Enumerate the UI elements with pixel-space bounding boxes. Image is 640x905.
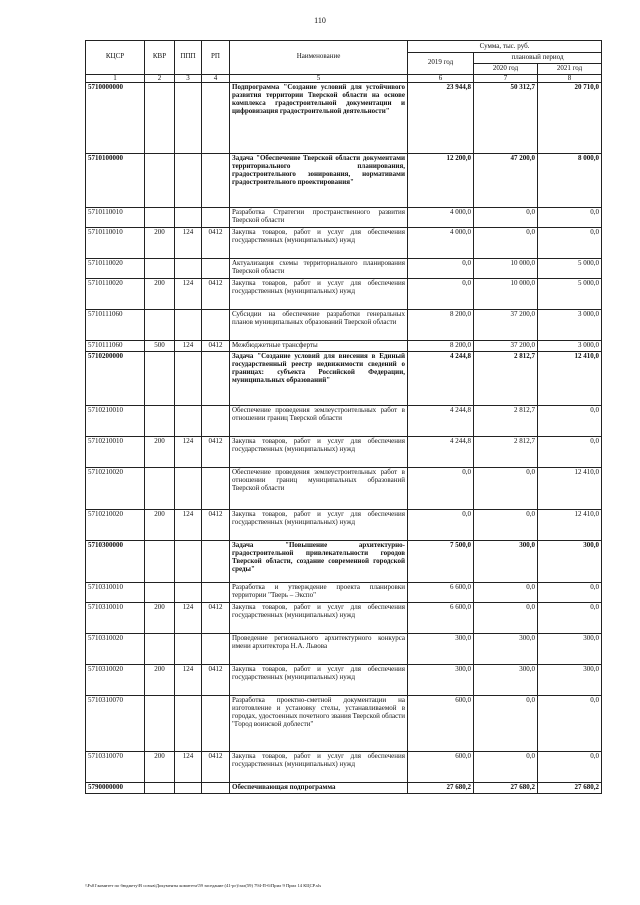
cell-v2019: 300,0 <box>408 665 474 696</box>
column-index: 4 <box>202 74 230 83</box>
cell-v2020: 27 680,2 <box>474 783 538 794</box>
cell-name: Межбюджетные трансферты <box>230 341 408 352</box>
cell-kvr: 200 <box>145 510 175 541</box>
cell-v2020: 300,0 <box>474 541 538 583</box>
cell-v2021: 12 410,0 <box>538 510 602 541</box>
cell-kvr: 200 <box>145 752 175 783</box>
cell-ppp <box>175 783 202 794</box>
table-row <box>86 406 602 437</box>
cell-v2019: 6 600,0 <box>408 583 474 603</box>
header-2021: 2021 год <box>538 63 602 74</box>
table-row <box>86 510 602 541</box>
cell-v2019: 27 680,2 <box>408 783 474 794</box>
cell-kvr <box>145 696 175 752</box>
cell-kcsr: 5710300000 <box>86 541 145 583</box>
cell-name: Задача "Повышение архитектурно-градостроительной привлекательности городов Тверской области, создание современной городской среды" <box>230 541 408 583</box>
cell-rp <box>202 208 230 228</box>
column-index: 2 <box>145 74 175 83</box>
cell-rp <box>202 783 230 794</box>
cell-kvr <box>145 154 175 208</box>
cell-rp <box>202 406 230 437</box>
cell-v2019: 300,0 <box>408 634 474 665</box>
column-index-row <box>86 74 602 83</box>
cell-kvr: 200 <box>145 228 175 259</box>
cell-name: Задача "Обеспечение Тверской области документами территориального планирования, градостроительного зонирования, нормативами градостроительного проектирования" <box>230 154 408 208</box>
cell-rp <box>202 83 230 154</box>
cell-ppp: 124 <box>175 665 202 696</box>
cell-kcsr: 5710111060 <box>86 310 145 341</box>
cell-v2019: 600,0 <box>408 752 474 783</box>
cell-v2021: 300,0 <box>538 634 602 665</box>
cell-name: Закупка товаров, работ и услуг для обеспечения государственных (муниципальных) нужд <box>230 603 408 634</box>
cell-kvr <box>145 259 175 279</box>
cell-kvr <box>145 468 175 510</box>
cell-kvr: 200 <box>145 437 175 468</box>
cell-v2019: 0,0 <box>408 279 474 310</box>
column-index: 6 <box>408 74 474 83</box>
cell-name: Актуализация схемы территориального планирования Тверской области <box>230 259 408 279</box>
table-row <box>86 696 602 752</box>
cell-v2019: 8 200,0 <box>408 341 474 352</box>
cell-kvr: 200 <box>145 279 175 310</box>
cell-kvr: 200 <box>145 665 175 696</box>
table-row <box>86 279 602 310</box>
cell-v2021: 300,0 <box>538 665 602 696</box>
cell-ppp: 124 <box>175 437 202 468</box>
cell-kcsr: 5710310020 <box>86 634 145 665</box>
cell-rp <box>202 352 230 406</box>
column-index: 7 <box>474 74 538 83</box>
cell-name: Закупка товаров, работ и услуг для обеспечения государственных (муниципальных) нужд <box>230 228 408 259</box>
cell-v2020: 0,0 <box>474 603 538 634</box>
cell-kcsr: 5710200000 <box>86 352 145 406</box>
cell-ppp <box>175 154 202 208</box>
cell-kvr <box>145 83 175 154</box>
table-row <box>86 665 602 696</box>
cell-v2021: 27 680,2 <box>538 783 602 794</box>
cell-kcsr: 5710210020 <box>86 510 145 541</box>
cell-name: Разработка проектно-сметной документации на изготовление и установку стелы, устанавливаемой в городах, удостоенных почетного звания Тверской области "Город воинской доблести" <box>230 696 408 752</box>
cell-v2020: 0,0 <box>474 228 538 259</box>
table-row <box>86 341 602 352</box>
header-ppp: ППП <box>175 41 202 75</box>
cell-kvr <box>145 583 175 603</box>
table-row <box>86 310 602 341</box>
cell-name: Закупка товаров, работ и услуг для обеспечения государственных (муниципальных) нужд <box>230 510 408 541</box>
cell-ppp <box>175 310 202 341</box>
cell-ppp <box>175 259 202 279</box>
cell-v2021: 0,0 <box>538 752 602 783</box>
cell-name: Обеспечение проведения землеустроительных работ в отношении границ Тверской области <box>230 406 408 437</box>
table-row <box>86 752 602 783</box>
page-number: 110 <box>314 16 326 25</box>
cell-v2020: 2 812,7 <box>474 437 538 468</box>
cell-v2019: 8 200,0 <box>408 310 474 341</box>
cell-v2019: 0,0 <box>408 468 474 510</box>
header-kvr: КВР <box>145 41 175 75</box>
header-2019: 2019 год <box>408 53 474 75</box>
cell-name: Закупка товаров, работ и услуг для обеспечения государственных (муниципальных) нужд <box>230 437 408 468</box>
cell-ppp <box>175 541 202 583</box>
cell-rp <box>202 583 230 603</box>
table-row <box>86 583 602 603</box>
column-index: 8 <box>538 74 602 83</box>
cell-rp: 0412 <box>202 510 230 541</box>
cell-ppp: 124 <box>175 510 202 541</box>
cell-rp: 0412 <box>202 437 230 468</box>
cell-v2021: 0,0 <box>538 583 602 603</box>
cell-rp <box>202 310 230 341</box>
cell-v2021: 0,0 <box>538 208 602 228</box>
cell-kcsr: 5710100000 <box>86 154 145 208</box>
table-row <box>86 208 602 228</box>
cell-ppp <box>175 352 202 406</box>
column-index: 5 <box>230 74 408 83</box>
cell-rp: 0412 <box>202 279 230 310</box>
cell-ppp <box>175 583 202 603</box>
table-row <box>86 468 602 510</box>
cell-ppp: 124 <box>175 279 202 310</box>
table-row <box>86 541 602 583</box>
cell-v2019: 600,0 <box>408 696 474 752</box>
cell-v2020: 0,0 <box>474 468 538 510</box>
cell-kvr: 500 <box>145 341 175 352</box>
cell-ppp <box>175 406 202 437</box>
cell-ppp <box>175 634 202 665</box>
cell-v2019: 6 600,0 <box>408 603 474 634</box>
budget-table <box>85 40 602 794</box>
cell-rp: 0412 <box>202 752 230 783</box>
table-row <box>86 437 602 468</box>
cell-v2021: 5 000,0 <box>538 279 602 310</box>
cell-kvr <box>145 634 175 665</box>
cell-name: Подпрограмма "Создание условий для устойчивого развития территории Тверской области на основе комплекса градостроительной документации и цифровизация градостроительной деятельности" <box>230 83 408 154</box>
cell-kcsr: 5710110020 <box>86 279 145 310</box>
table-row <box>86 83 602 154</box>
cell-kvr <box>145 310 175 341</box>
cell-v2020: 0,0 <box>474 510 538 541</box>
cell-kcsr: 5710310070 <box>86 696 145 752</box>
header-rp: РП <box>202 41 230 75</box>
cell-rp <box>202 634 230 665</box>
cell-kcsr: 5790000000 <box>86 783 145 794</box>
table-row <box>86 783 602 794</box>
cell-v2021: 5 000,0 <box>538 259 602 279</box>
cell-kcsr: 5710210010 <box>86 437 145 468</box>
cell-ppp: 124 <box>175 228 202 259</box>
cell-v2021: 0,0 <box>538 406 602 437</box>
cell-v2020: 10 000,0 <box>474 259 538 279</box>
cell-rp <box>202 696 230 752</box>
cell-kvr <box>145 541 175 583</box>
cell-kvr <box>145 352 175 406</box>
cell-v2021: 0,0 <box>538 228 602 259</box>
cell-ppp <box>175 83 202 154</box>
cell-name: Закупка товаров, работ и услуг для обеспечения государственных (муниципальных) нужд <box>230 752 408 783</box>
cell-kcsr: 5710110010 <box>86 228 145 259</box>
cell-v2020: 37 200,0 <box>474 341 538 352</box>
cell-rp <box>202 468 230 510</box>
cell-name: Разработка Стратегии пространственного развития Тверской области <box>230 208 408 228</box>
cell-v2020: 300,0 <box>474 665 538 696</box>
cell-kcsr: 5710000000 <box>86 83 145 154</box>
cell-rp: 0412 <box>202 603 230 634</box>
cell-v2021: 300,0 <box>538 541 602 583</box>
cell-v2019: 0,0 <box>408 510 474 541</box>
cell-v2020: 47 200,0 <box>474 154 538 208</box>
cell-name: Задача "Создание условий для внесения в Единый государственный реестр недвижимости сведений о границах: субъекта Российской Федерации, муниципальных образований" <box>230 352 408 406</box>
cell-v2021: 20 710,0 <box>538 83 602 154</box>
cell-kvr <box>145 208 175 228</box>
cell-name: Субсидии на обеспечение разработки генеральных планов муниципальных образований Тверской области <box>230 310 408 341</box>
cell-name: Закупка товаров, работ и услуг для обеспечения государственных (муниципальных) нужд <box>230 665 408 696</box>
cell-v2020: 37 200,0 <box>474 310 538 341</box>
table-row <box>86 603 602 634</box>
table-row <box>86 228 602 259</box>
cell-rp <box>202 154 230 208</box>
cell-v2019: 4 244,8 <box>408 352 474 406</box>
cell-rp: 0412 <box>202 228 230 259</box>
cell-rp: 0412 <box>202 341 230 352</box>
table-row <box>86 154 602 208</box>
cell-v2021: 12 410,0 <box>538 352 602 406</box>
cell-name: Проведение регионального архитектурного конкурса имени архитектора Н.А. Львова <box>230 634 408 665</box>
cell-v2020: 0,0 <box>474 752 538 783</box>
cell-name: Закупка товаров, работ и услуг для обеспечения государственных (муниципальных) нужд <box>230 279 408 310</box>
cell-v2021: 12 410,0 <box>538 468 602 510</box>
cell-v2021: 0,0 <box>538 696 602 752</box>
header-name: Наименование <box>230 41 408 75</box>
cell-kvr <box>145 783 175 794</box>
column-index: 1 <box>86 74 145 83</box>
cell-v2020: 50 312,7 <box>474 83 538 154</box>
cell-v2020: 0,0 <box>474 696 538 752</box>
cell-kcsr: 5710110020 <box>86 259 145 279</box>
header-planned: плановый период <box>474 53 602 64</box>
cell-rp <box>202 259 230 279</box>
cell-v2019: 4 244,8 <box>408 406 474 437</box>
cell-kcsr: 5710310020 <box>86 665 145 696</box>
cell-kcsr: 5710310010 <box>86 583 145 603</box>
cell-ppp <box>175 208 202 228</box>
cell-v2019: 4 244,8 <box>408 437 474 468</box>
cell-name: Разработка и утверждение проекта планировки территории "Тверь – Экспо" <box>230 583 408 603</box>
cell-v2019: 4 000,0 <box>408 228 474 259</box>
cell-v2021: 3 000,0 <box>538 310 602 341</box>
cell-rp: 0412 <box>202 665 230 696</box>
cell-rp <box>202 541 230 583</box>
cell-kcsr: 5710210020 <box>86 468 145 510</box>
cell-v2020: 10 000,0 <box>474 279 538 310</box>
cell-kcsr: 5710210010 <box>86 406 145 437</box>
cell-ppp: 124 <box>175 603 202 634</box>
table-row <box>86 352 602 406</box>
table-row <box>86 634 602 665</box>
cell-v2021: 8 000,0 <box>538 154 602 208</box>
cell-v2021: 0,0 <box>538 437 602 468</box>
cell-v2020: 0,0 <box>474 208 538 228</box>
cell-v2020: 0,0 <box>474 583 538 603</box>
cell-kcsr: 5710110010 <box>86 208 145 228</box>
cell-v2019: 4 000,0 <box>408 208 474 228</box>
cell-v2020: 2 812,7 <box>474 406 538 437</box>
cell-v2020: 300,0 <box>474 634 538 665</box>
file-path-footer: \\Fs01\комитет по бюджету\В созыв\Документы комитета\59 заседание (41-рг)\зал(59) 794-П-6\Прил 9 Прил 14 КЦСР.xls <box>85 883 322 888</box>
cell-v2019: 23 944,8 <box>408 83 474 154</box>
header-sum: Сумма, тыс. руб. <box>408 41 602 53</box>
cell-ppp <box>175 468 202 510</box>
table-row <box>86 259 602 279</box>
cell-kcsr: 5710111060 <box>86 341 145 352</box>
cell-v2019: 7 500,0 <box>408 541 474 583</box>
cell-kvr: 200 <box>145 603 175 634</box>
header-kcsr: КЦСР <box>86 41 145 75</box>
cell-kvr <box>145 406 175 437</box>
cell-ppp <box>175 696 202 752</box>
header-2020: 2020 год <box>474 63 538 74</box>
cell-v2021: 3 000,0 <box>538 341 602 352</box>
column-index: 3 <box>175 74 202 83</box>
cell-kcsr: 5710310070 <box>86 752 145 783</box>
cell-kcsr: 5710310010 <box>86 603 145 634</box>
cell-v2021: 0,0 <box>538 603 602 634</box>
cell-v2019: 12 200,0 <box>408 154 474 208</box>
cell-v2020: 2 812,7 <box>474 352 538 406</box>
cell-ppp: 124 <box>175 752 202 783</box>
cell-name: Обеспечение проведения землеустроительных работ в отношении границ муниципальных образований Тверской области <box>230 468 408 510</box>
cell-name: Обеспечивающая подпрограмма <box>230 783 408 794</box>
cell-v2019: 0,0 <box>408 259 474 279</box>
cell-ppp: 124 <box>175 341 202 352</box>
